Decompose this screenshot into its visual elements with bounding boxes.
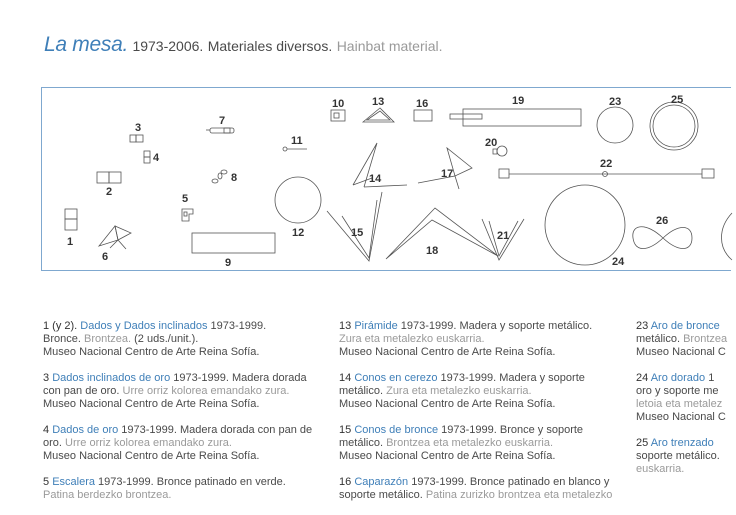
entry-number: 14 <box>339 372 352 384</box>
object-7 <box>206 128 234 133</box>
object-1 <box>65 209 77 230</box>
object-11 <box>283 147 307 151</box>
catalog-column-3 <box>636 320 736 489</box>
entry-museum: Museo Nacional Centro de Arte Reina Sofía. <box>339 450 556 462</box>
label-26: 26 <box>656 215 669 227</box>
entry-text: 1973-1999. Bronce y soporte <box>441 424 584 436</box>
object-22 <box>499 169 714 178</box>
catalog-entry <box>636 372 736 424</box>
entry-text-eu: Zura eta metalezko euskarria. <box>386 385 532 397</box>
entry-title: Aro trenzado <box>650 437 714 449</box>
entry-number: 13 <box>339 320 352 332</box>
catalog-entry <box>339 476 629 502</box>
label-10: 10 <box>332 98 345 110</box>
label-25: 25 <box>671 94 684 106</box>
catalog-entry <box>43 424 333 463</box>
catalog-entry <box>636 320 736 359</box>
label-21: 21 <box>497 230 510 242</box>
label-9: 9 <box>225 257 232 269</box>
entry-text: Bronce. <box>43 333 81 345</box>
entry-text: metálico. <box>339 437 384 449</box>
entry-text-eu: Zura eta metalezko euskarria. <box>339 333 485 345</box>
header-materials-eu: Hainbat material. <box>336 38 443 54</box>
entry-text: 1973-1999. Madera y soporte <box>440 372 585 384</box>
label-4: 4 <box>153 152 160 164</box>
entry-text: 1973-1999. Madera y soporte metálico. <box>400 320 593 332</box>
entry-title: Dados inclinados de oro <box>52 372 171 384</box>
catalog-entry <box>339 372 629 411</box>
entry-number: 3 <box>43 372 50 384</box>
catalog-entry <box>43 476 333 502</box>
entry-text: soporte metálico. <box>636 450 720 462</box>
entry-title: Conos de bronce <box>354 424 439 436</box>
entry-museum: Museo Nacional Centro de Arte Reina Sofía. <box>43 398 260 410</box>
entry-title: Pirámide <box>354 320 398 332</box>
entry-museum: Museo Nacional C <box>636 411 726 423</box>
object-12 <box>275 177 321 223</box>
label-19: 19 <box>512 95 525 107</box>
catalog-entry <box>636 437 736 476</box>
page-title: La mesa. <box>44 33 128 56</box>
entry-title: Escalera <box>52 476 95 488</box>
entry-text-eu: Patina berdezko brontzea. <box>43 489 172 501</box>
header-materials-es: Materiales diversos. <box>207 38 333 54</box>
entry-title: Caparazón <box>354 476 409 488</box>
label-22: 22 <box>600 158 613 170</box>
label-12: 12 <box>292 227 305 239</box>
object-26 <box>633 227 692 249</box>
object-5 <box>182 209 193 221</box>
entry-title: Conos en cerezo <box>354 372 438 384</box>
label-20: 20 <box>485 137 498 149</box>
object-9 <box>192 233 275 253</box>
label-3: 3 <box>135 122 142 134</box>
page-header <box>44 33 443 57</box>
entry-text: con pan de oro. <box>43 385 120 397</box>
label-17: 17 <box>441 168 454 180</box>
diagram-drawing <box>42 88 732 272</box>
entry-text: oro. <box>43 437 62 449</box>
label-8: 8 <box>231 172 238 184</box>
object-10 <box>331 110 345 121</box>
object-3 <box>130 135 143 142</box>
label-5: 5 <box>182 193 189 205</box>
header-dates: 1973-2006. <box>132 38 204 54</box>
entry-text-eu: Brontzea <box>683 333 728 345</box>
entry-number: 24 <box>636 372 649 384</box>
entry-text-eu: euskarria. <box>636 463 685 475</box>
label-14: 14 <box>369 173 382 185</box>
entry-text: 1973-1999. Madera dorada <box>173 372 307 384</box>
entry-number: 15 <box>339 424 352 436</box>
label-1: 1 <box>67 236 74 248</box>
entry-museum: Museo Nacional Centro de Arte Reina Sofía. <box>339 346 556 358</box>
entry-title: Aro de bronce <box>650 320 720 332</box>
object-23 <box>597 107 633 143</box>
label-6: 6 <box>102 251 109 263</box>
entry-text: 1973-1999. Bronce patinado en blanco y <box>411 476 610 488</box>
entry-text-eu: letoia eta metalez <box>636 398 723 410</box>
object-19 <box>450 109 581 126</box>
object-18 <box>386 208 498 259</box>
entry-number: 16 <box>339 476 352 488</box>
catalog-entry <box>339 320 629 359</box>
entry-museum: Museo Nacional Centro de Arte Reina Sofía. <box>339 398 556 410</box>
object-4 <box>144 151 150 163</box>
entry-text: 1973-1999. Madera dorada con pan de <box>121 424 313 436</box>
entry-number: 23 <box>636 320 649 332</box>
entry-title: Dados de oro <box>52 424 119 436</box>
entry-text-eu: Urre orriz kolorea emandako zura. <box>65 437 232 449</box>
entry-text-eu: Urre orriz kolorea emandako zura. <box>122 385 290 397</box>
entry-number: 4 <box>43 424 50 436</box>
entry-text: metálico. <box>339 385 384 397</box>
entry-text-eu: Brontzea. <box>83 333 132 345</box>
label-16: 16 <box>416 98 429 110</box>
object-16 <box>414 110 432 121</box>
catalog-column-1 <box>43 320 333 515</box>
entry-number: 1 (y 2). <box>43 320 78 332</box>
object-13 <box>363 108 394 122</box>
entry-title: Aro dorado <box>650 372 706 384</box>
label-15: 15 <box>351 227 364 239</box>
entry-text: (2 uds./unit.). <box>134 333 199 345</box>
entry-text: oro y soporte me <box>636 385 719 397</box>
entry-number: 25 <box>636 437 649 449</box>
entry-text: metálico. <box>636 333 681 345</box>
object-8 <box>212 170 227 183</box>
entry-text: 1 <box>708 372 715 384</box>
entry-text: 1973-1999. <box>210 320 267 332</box>
catalog-entry <box>43 320 333 359</box>
entry-museum: Museo Nacional C <box>636 346 726 358</box>
label-24: 24 <box>612 256 625 268</box>
object-2 <box>97 172 121 183</box>
label-13: 13 <box>372 96 385 108</box>
catalog-entry <box>43 372 333 411</box>
object-25 <box>650 102 698 150</box>
entry-text-eu: Brontzea eta metalezko euskarria. <box>386 437 554 449</box>
object-partial-ring <box>722 213 733 260</box>
label-23: 23 <box>609 96 622 108</box>
catalog-entry <box>339 424 629 463</box>
label-11: 11 <box>291 135 303 147</box>
entry-number: 5 <box>43 476 50 488</box>
label-2: 2 <box>106 186 113 198</box>
object-6 <box>99 226 131 249</box>
entry-museum: Museo Nacional Centro de Arte Reina Sofía. <box>43 450 260 462</box>
label-18: 18 <box>426 245 439 257</box>
catalog-list <box>0 320 728 501</box>
object-24 <box>545 185 625 265</box>
catalog-column-2 <box>339 320 629 515</box>
entry-text: 1973-1999. Bronce patinado en verde. <box>98 476 286 488</box>
entry-text-eu: Patina zurizko brontzea eta metalezko <box>425 489 613 501</box>
label-7: 7 <box>219 115 226 127</box>
entry-text: soporte metálico. <box>339 489 423 501</box>
table-diagram <box>41 87 731 271</box>
entry-title: Dados y Dados inclinados <box>80 320 208 332</box>
entry-museum: Museo Nacional Centro de Arte Reina Sofía. <box>43 346 260 358</box>
